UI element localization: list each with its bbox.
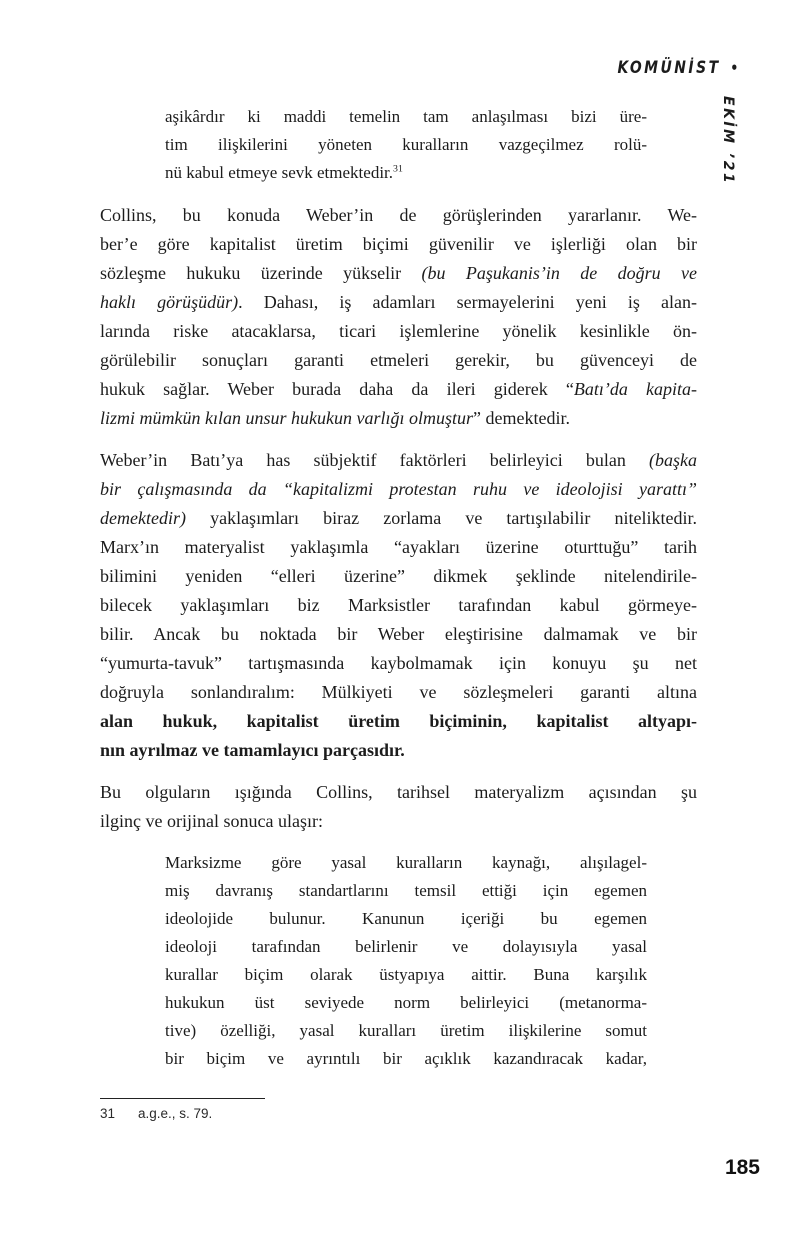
- text-run: bilimini yeniden “elleri üzerine” dikmek şeklinde nitelendirile-: [100, 566, 697, 586]
- issue-label: EKİM ’21: [720, 96, 736, 186]
- text-line: [100, 375, 697, 404]
- text-run: bilecek yaklaşımları biz Marksistler tarafından kabul görmeye-: [100, 595, 697, 615]
- text-line: [165, 989, 647, 1017]
- text-line: [165, 103, 647, 131]
- text-run: alan hukuk, kapitalist üretim biçiminin, kapitalist altyapı-: [100, 711, 697, 731]
- text-line: [100, 533, 697, 562]
- text-run: Bu olguların ışığında Collins, tarihsel materyalizm açısından şu: [100, 782, 697, 802]
- text-line: [100, 649, 697, 678]
- text-run: görülebilir sonuçları garanti etmeleri gerekir, bu güvenceyi de: [100, 350, 697, 370]
- text-run: Batı’da kapita-: [573, 379, 697, 399]
- closing-block-quote: [165, 849, 647, 1073]
- text-run: yaklaşımları biraz zorlama ve tartışılabilir niteliktedir.: [185, 508, 697, 528]
- text-line: [100, 446, 697, 475]
- text-line: [100, 230, 697, 259]
- text-line: [165, 905, 647, 933]
- text-run: haklı görüşüdür): [100, 292, 239, 312]
- text-run: . Dahası, iş adamları sermayelerini yeni iş alan-: [238, 292, 697, 312]
- text-run: demektedir): [100, 508, 186, 528]
- text-run: ideolojide bulunur. Kanunun içeriği bu egemen: [165, 909, 647, 928]
- text-line: [100, 620, 697, 649]
- bullet-separator-icon: •: [730, 59, 738, 77]
- text-line: [165, 1045, 647, 1073]
- text-run: bilir. Ancak bu noktada bir Weber eleştirisine dalmamak ve bir: [100, 624, 697, 644]
- text-line: [100, 678, 697, 707]
- text-line: [165, 933, 647, 961]
- footnote: [100, 1106, 520, 1121]
- text-run: aşikârdır ki maddi temelin tam anlaşılması bizi üre-: [165, 107, 647, 126]
- footnote-divider: [100, 1098, 265, 1099]
- text-run: doğruyla sonlandıralım: Mülkiyeti ve sözleşmeleri garanti altına: [100, 682, 697, 702]
- paragraph-collins-weber: [100, 201, 697, 433]
- text-run: bir çalışmasında da “kapitalizmi protestan ruhu ve ideolojisi yarattı”: [100, 479, 697, 499]
- text-run: hukukun üst seviyede norm belirleyici (metanorma-: [165, 993, 647, 1012]
- text-run: bir biçim ve ayrıntılı bir açıklık kazandıracak kadar,: [165, 1049, 647, 1068]
- text-line: [165, 961, 647, 989]
- text-line: [165, 849, 647, 877]
- text-run: Collins, bu konuda Weber’in de görüşlerinden yararlanır. We-: [100, 205, 697, 225]
- text-line: [100, 288, 697, 317]
- text-line: [100, 475, 697, 504]
- text-line: [100, 778, 697, 807]
- footnote-reference: 31: [393, 163, 403, 175]
- text-run: miş davranış standartlarını temsil ettiği için egemen: [165, 881, 647, 900]
- text-line: [100, 591, 697, 620]
- opening-block-quote: [165, 103, 647, 187]
- text-run: kurallar biçim olarak üstyapıya aittir. Buna karşılık: [165, 965, 647, 984]
- text-line: [165, 877, 647, 905]
- text-line: [100, 562, 697, 591]
- text-run: ideoloji tarafından belirlenir ve dolayısıyla yasal: [165, 937, 647, 956]
- text-line: [165, 1017, 647, 1045]
- journal-title: KOMÜNİST: [617, 58, 721, 78]
- text-line: [100, 201, 697, 230]
- text-line: [100, 707, 697, 736]
- text-line: [100, 317, 697, 346]
- text-run: “yumurta-tavuk” tartışmasında kaybolmamak için konuyu şu net: [100, 653, 697, 673]
- text-run: ilginç ve orijinal sonuca ulaşır:: [100, 811, 323, 831]
- paragraph-weber-critique: [100, 446, 697, 765]
- text-line: [100, 736, 697, 765]
- text-run: tim ilişkilerini yöneten kuralların vazgeçilmez rolü-: [165, 135, 647, 154]
- page-body: [100, 103, 697, 1087]
- text-line: [100, 259, 697, 288]
- journal-masthead: [617, 58, 738, 78]
- text-run: tive) özelliği, yasal kuralları üretim ilişkilerine somut: [165, 1021, 647, 1040]
- text-line: [100, 807, 697, 836]
- text-line: [165, 131, 647, 159]
- text-run: Marx’ın materyalist yaklaşımla “ayakları üzerine oturttuğu” tarih: [100, 537, 697, 557]
- text-run: nın ayrılmaz ve tamamlayıcı parçasıdır.: [100, 740, 405, 760]
- text-line: [165, 159, 647, 187]
- text-run: hukuk sağlar. Weber burada daha da ileri giderek “: [100, 379, 574, 399]
- text-run: lizmi mümkün kılan unsur hukukun varlığı olmuştur: [100, 408, 473, 428]
- text-line: [100, 404, 697, 433]
- text-line: [100, 504, 697, 533]
- paragraph-collins-conclusion-intro: [100, 778, 697, 836]
- text-run: Weber’in Batı’ya has sübjektif faktörleri belirleyici bulan: [100, 450, 649, 470]
- text-line: [100, 346, 697, 375]
- text-run: (bu Paşukanis’in de doğru ve: [421, 263, 697, 283]
- text-run: nü kabul etmeye sevk etmektedir.: [165, 163, 394, 182]
- text-run: ” demektedir.: [472, 408, 570, 428]
- text-run: (başka: [649, 450, 697, 470]
- page-number: 185: [724, 1156, 760, 1179]
- text-run: larında riske atacaklarsa, ticari işlemlerine yönelik kesinlikle ön-: [100, 321, 697, 341]
- footnote-text: a.g.e., s. 79.: [138, 1106, 213, 1121]
- text-run: sözleşme hukuku üzerinde yükselir: [100, 263, 422, 283]
- text-run: ber’e göre kapitalist üretim biçimi güvenilir ve işlerliği olan bir: [100, 234, 697, 254]
- text-run: Marksizme göre yasal kuralların kaynağı, alışılagel-: [165, 853, 647, 872]
- footnote-number: 31: [100, 1106, 116, 1121]
